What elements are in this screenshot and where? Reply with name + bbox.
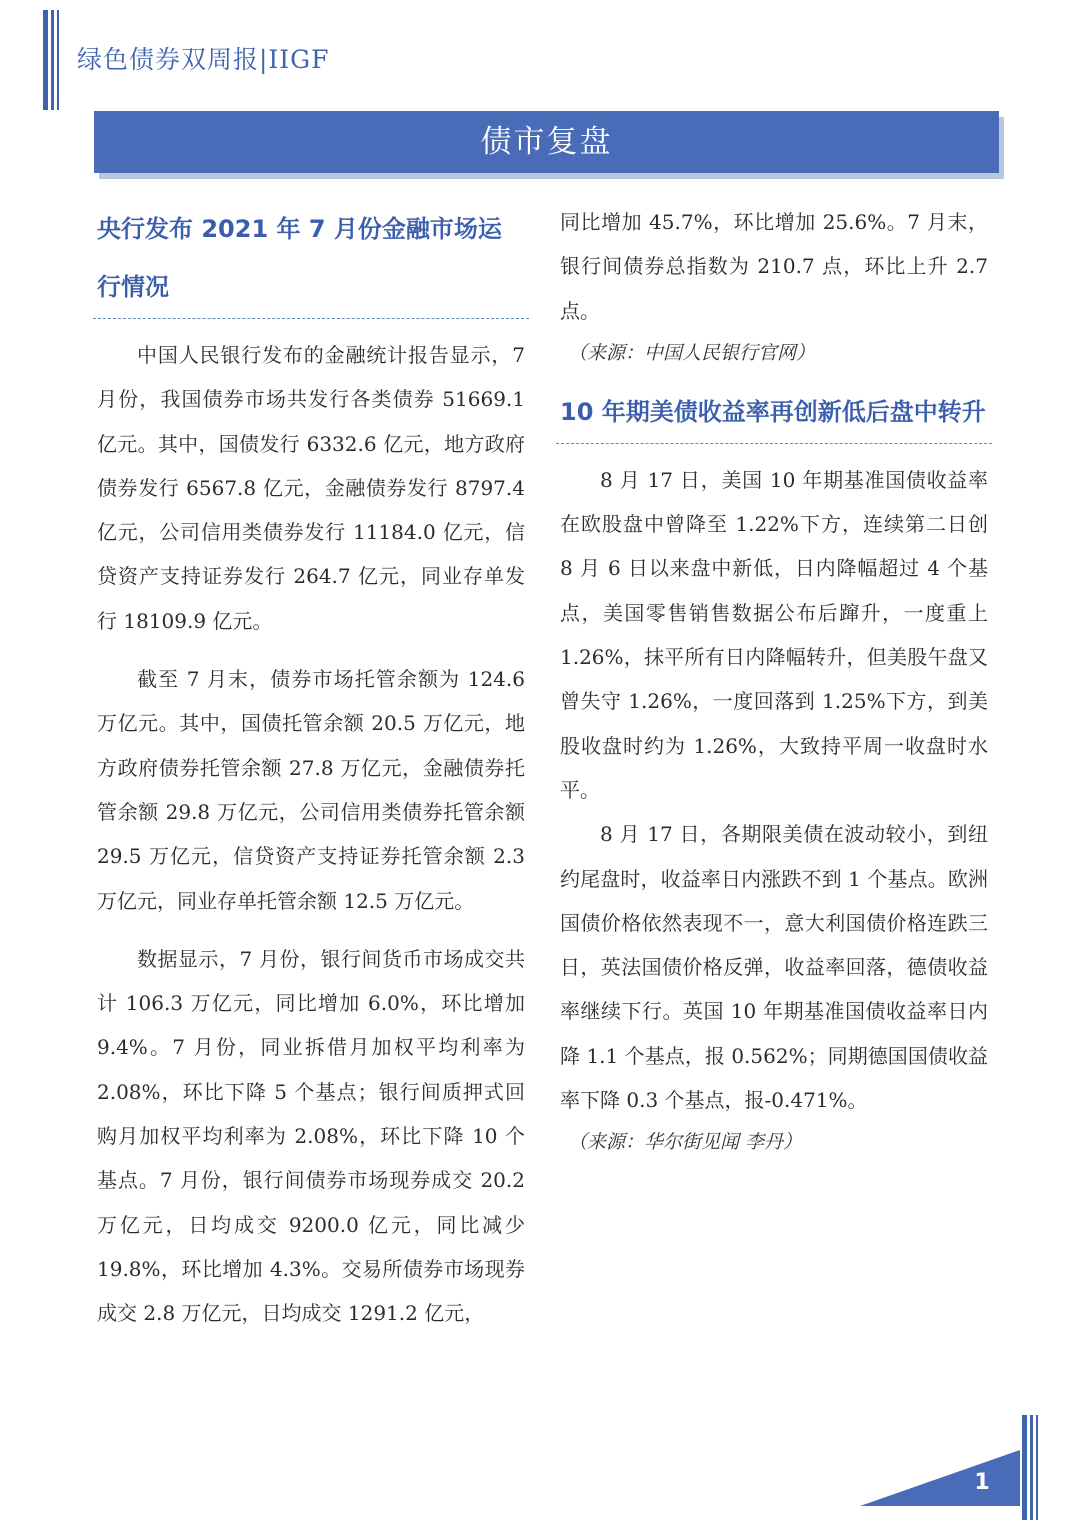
article-title-us-treasury: 10 年期美债收益率再创新低后盘中转升 xyxy=(560,397,986,426)
article-paragraph: 数据显示，7 月份，银行间货币市场成交共计 106.3 万亿元，同比增加 6.0%，环比增加 9.4%。7 月份，同业拆借月加权平均利率为 2.08%，环比下降 5 个基点；银行间质押式回购月加权平均利率为 2.08%，环比下降 10 个基点。7 月份，银行间债券市场现券成交 20.2 万亿元，日均成交 9200.0 亿元，同比减少 19.8%，环比增加 4.3%。交易所债券市场现券成交 2.8 万亿元，日均成交 1291.2 亿元， xyxy=(97,946,525,1326)
article-paragraph: 8 月 17 日，美国 10 年期基准国债收益率在欧股盘中曾降至 1.22%下方，连续第二日创 8 月 6 日以来盘中新低，日内降幅超过 4 个基点，美国零售销售数据公布后蹿升，一度重上 1.26%，抹平所有日内降幅转升，但美股午盘又曾失守 1.26%，一度回落到 1.25%下方，到美股收盘时约为 1.26%，大致持平周一收盘时水平。 xyxy=(560,467,988,802)
article-paragraph-continued: 同比增加 45.7%，环比增加 25.6%。7 月末，银行间债券总指数为 210.7 点，环比上升 2.7 点。 xyxy=(560,210,988,323)
article-paragraph: 截至 7 月末，债券市场托管余额为 124.6 万亿元。其中，国债托管余额 20.5 万亿元，地方政府债券托管余额 27.8 万亿元，金融债券托管余额 29.8 万亿元，公司信用类债券托管余额 29.5 万亿元，信贷资产支持证券托管余额 2.3 万亿元，同业存单托管余额 12.5 万亿元。 xyxy=(97,667,525,913)
article-paragraph: 8 月 17 日，各期限美债在波动较小，到纽约尾盘时，收益率日内涨跌不到 1 个基点。欧洲国债价格依然表现不一，意大利国债价格连跌三日，英法国债价格反弹，收益率回落，德债收益率继续下行。英国 10 年期基准国债收益率日内降 1.1 个基点，报 0.562%；同期德国国债收益率下降 0.3 个基点，报-0.471%。 xyxy=(560,822,988,1113)
section-banner: 债市复盘 xyxy=(94,111,999,173)
right-column xyxy=(560,200,988,1172)
footer-decoration-bars xyxy=(1022,1415,1042,1520)
header-decoration-bars xyxy=(43,10,63,110)
title-divider xyxy=(556,443,992,444)
page-number: 1 xyxy=(974,1470,990,1495)
title-divider xyxy=(93,318,529,319)
source-note-wallstreetcn: （来源：华尔街见闻 李丹） xyxy=(568,1131,803,1154)
publication-title: 绿色债券双周报|IIGF xyxy=(77,45,330,74)
source-note-pboc: （来源：中国人民银行官网） xyxy=(568,341,816,364)
article-title-pboc: 央行发布 2021 年 7 月份金融市场运行情况 xyxy=(97,215,502,301)
article-paragraph: 中国人民银行发布的金融统计报告显示，7 月份，我国债券市场共发行各类债券 51669.1 亿元。其中，国债发行 6332.6 亿元，地方政府债券发行 6567.8 亿元，金融债券发行 8797.4 亿元，公司信用类债券发行 11184.0 亿元，信贷资产支持证券发行 264.7 亿元，同业存单发行 18109.9 亿元。 xyxy=(97,343,525,633)
left-column xyxy=(97,200,525,1350)
